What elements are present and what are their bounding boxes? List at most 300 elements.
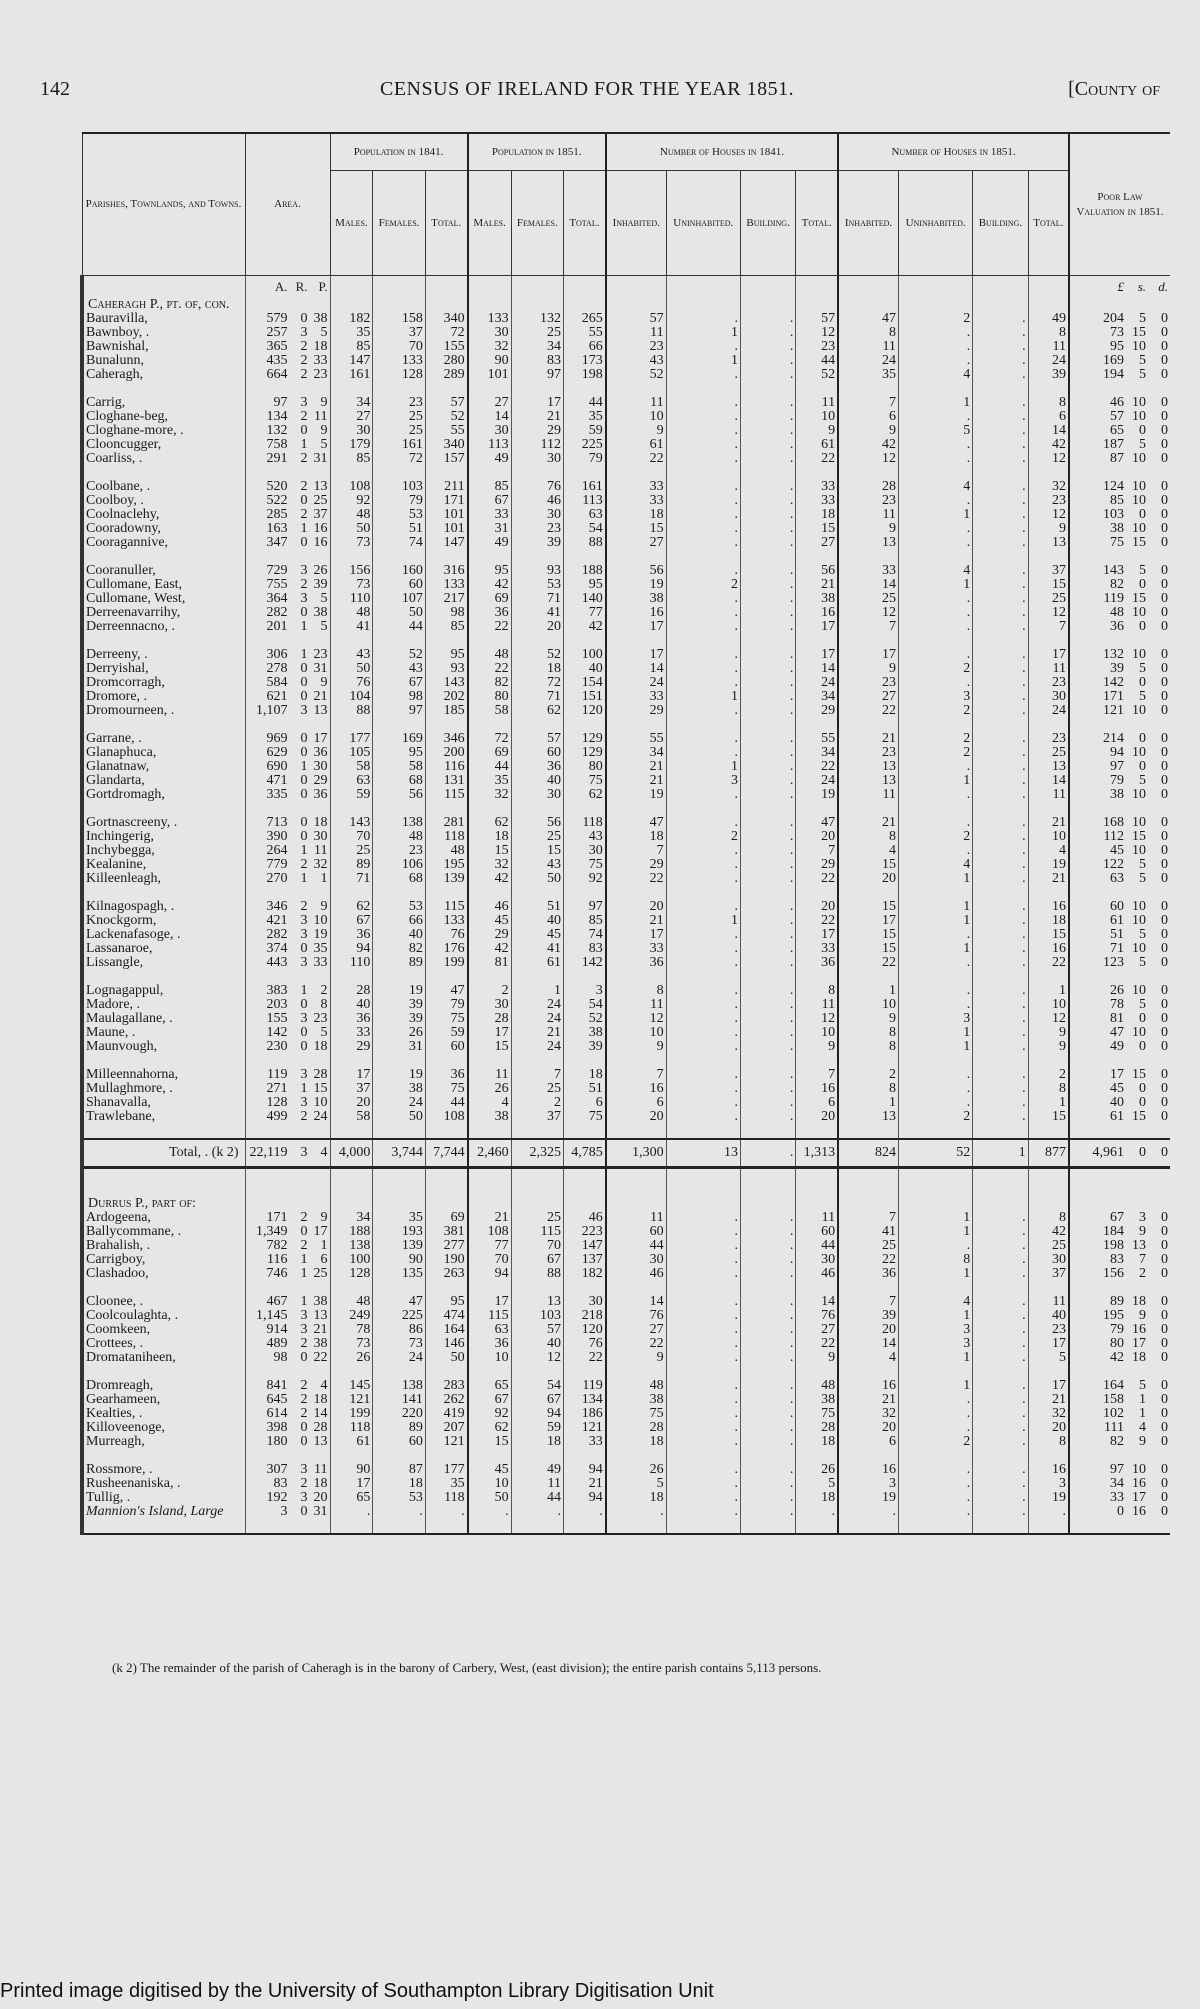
valuation-shillings: 0 <box>1139 1039 1146 1054</box>
uninhabited-1851: . <box>898 1239 972 1253</box>
uninhabited-1841: . <box>666 620 740 634</box>
valuation-pounds: 103 <box>1069 508 1126 522</box>
area-perches: 38 <box>313 1336 328 1351</box>
total-1851: 119 <box>564 1379 606 1393</box>
houses-total-1841: 9 <box>796 1351 838 1365</box>
inhabited-1841: 17 <box>606 620 666 634</box>
building-1841: . <box>740 788 795 802</box>
building-1851: . <box>973 844 1028 858</box>
blank-cell <box>666 466 740 480</box>
valuation-pounds: 124 <box>1069 480 1126 494</box>
blank-cell <box>1148 1054 1170 1068</box>
area-roods: 0 <box>300 1504 308 1519</box>
females-1841: 133 <box>373 354 425 368</box>
col-uninhabited-1841-cell <box>666 171 740 276</box>
females-1851: 15 <box>511 844 563 858</box>
females-1851: 57 <box>511 732 563 746</box>
valuation-pounds: 204 <box>1069 312 1126 326</box>
townland-name: Madore, . <box>82 998 245 1012</box>
blank-cell <box>245 1168 290 1184</box>
area-roods: 0 <box>300 1039 308 1054</box>
townland-name: Killeenleagh, <box>82 872 245 886</box>
blank-cell <box>838 1519 898 1534</box>
houses-total-1851: 49 <box>1028 312 1069 326</box>
blank-cell <box>796 1281 838 1295</box>
blank-cell <box>606 466 666 480</box>
blank-cell <box>290 298 310 312</box>
uninhabited-1851: 52 <box>898 1139 972 1168</box>
blank-cell <box>606 382 666 396</box>
area-perches: 21 <box>313 1322 328 1337</box>
females-1851: 57 <box>511 1323 563 1337</box>
houses-total-1841: 20 <box>796 900 838 914</box>
females-1841: 79 <box>373 494 425 508</box>
inhabited-1851: 13 <box>838 1110 898 1124</box>
blank-cell <box>468 718 511 732</box>
uninhabited-1851: 1 <box>898 1309 972 1323</box>
inhabited-1851: 35 <box>838 368 898 382</box>
table-row <box>82 564 1170 578</box>
inhabited-1841: 19 <box>606 788 666 802</box>
males-1851: 32 <box>468 788 511 802</box>
total-1851: 218 <box>564 1309 606 1323</box>
inhabited-1851: 8 <box>838 1026 898 1040</box>
females-1851: 59 <box>511 1421 563 1435</box>
inhabited-1851: 8 <box>838 830 898 844</box>
females-1851: 23 <box>511 522 563 536</box>
uninhabited-1851: 1 <box>898 872 972 886</box>
inhabited-1841: 11 <box>606 1211 666 1225</box>
uninhabited-1851: 4 <box>898 480 972 494</box>
inhabited-1851: 17 <box>838 648 898 662</box>
blank-cell <box>666 550 740 564</box>
area-perches: 1 <box>320 1238 328 1253</box>
area-acres: 383 <box>245 984 290 998</box>
area-perches: 5 <box>320 1025 328 1040</box>
blank-cell <box>666 1365 740 1379</box>
units-blank <box>740 276 795 299</box>
building-1841: . <box>740 956 795 970</box>
total-1851: 129 <box>564 746 606 760</box>
valuation-pence: 0 <box>1161 507 1168 522</box>
blank-cell <box>373 298 425 312</box>
blank-cell <box>330 298 373 312</box>
blank-cell <box>1069 1054 1126 1068</box>
total-1841: 131 <box>425 774 467 788</box>
area-acres: 499 <box>245 1110 290 1124</box>
spacer-row <box>82 550 1170 564</box>
blank-cell <box>666 1519 740 1534</box>
table-row <box>82 1211 1170 1225</box>
blank-cell <box>290 1281 310 1295</box>
valuation-shillings: 0 <box>1139 423 1146 438</box>
females-1841: 24 <box>373 1351 425 1365</box>
valuation-shillings: 10 <box>1132 409 1146 424</box>
units-blank <box>82 276 245 299</box>
houses-total-1841: 33 <box>796 942 838 956</box>
total-1841: 52 <box>425 410 467 424</box>
inhabited-1851: 824 <box>838 1139 898 1168</box>
blank-cell <box>1028 802 1069 816</box>
valuation-pounds: 65 <box>1069 424 1126 438</box>
females-1851: 45 <box>511 928 563 942</box>
houses-total-1851: 37 <box>1028 564 1069 578</box>
col-inhabited-1851: Inhabited. <box>844 216 893 229</box>
blank-cell <box>82 1054 245 1068</box>
area-roods: 2 <box>300 899 308 914</box>
uninhabited-1841: . <box>666 872 740 886</box>
males-1841: 62 <box>330 900 373 914</box>
females-1841: . <box>373 1505 425 1519</box>
blank-cell <box>245 1124 290 1139</box>
blank-cell <box>898 1168 972 1184</box>
col-inhabited-1841-cell <box>606 171 666 276</box>
townland-name: Dromreagh, <box>82 1379 245 1393</box>
townland-name: Cullomane, West, <box>82 592 245 606</box>
valuation-pounds: 80 <box>1069 1337 1126 1351</box>
blank-cell <box>1148 466 1170 480</box>
females-1851: 18 <box>511 662 563 676</box>
valuation-pounds: 95 <box>1069 340 1126 354</box>
blank-cell <box>468 886 511 900</box>
parish-heading-row <box>82 1197 1170 1211</box>
valuation-pence: 0 <box>1161 759 1168 774</box>
blank-cell <box>310 466 331 480</box>
blank-cell <box>740 802 795 816</box>
building-1841: . <box>740 1253 795 1267</box>
blank-cell <box>468 1168 511 1184</box>
females-1851: 41 <box>511 942 563 956</box>
building-1841: . <box>740 1096 795 1110</box>
area-acres: 180 <box>245 1435 290 1449</box>
blank-cell <box>898 1281 972 1295</box>
blank-cell <box>564 1124 606 1139</box>
blank-cell <box>973 886 1028 900</box>
blank-cell <box>310 970 331 984</box>
col-males-1841: Males. <box>330 171 373 276</box>
uninhabited-1851: . <box>898 606 972 620</box>
blank-cell <box>606 1519 666 1534</box>
houses-total-1851: 15 <box>1028 578 1069 592</box>
males-1841: 43 <box>330 648 373 662</box>
males-1841: 73 <box>330 1337 373 1351</box>
houses-total-1851: 11 <box>1028 1295 1069 1309</box>
total-1851: 75 <box>564 1110 606 1124</box>
area-perches: 10 <box>313 1095 328 1110</box>
houses-total-1851: 12 <box>1028 452 1069 466</box>
area-perches: 2 <box>320 983 328 998</box>
building-1851: . <box>973 928 1028 942</box>
males-1841: 177 <box>330 732 373 746</box>
uninhabited-1841: . <box>666 312 740 326</box>
building-1851: . <box>973 1295 1028 1309</box>
blank-cell <box>564 466 606 480</box>
area-perches: 18 <box>313 815 328 830</box>
blank-cell <box>1148 970 1170 984</box>
col-pop1841: Population in 1841. <box>330 133 468 171</box>
building-1841: . <box>740 746 795 760</box>
units-blank <box>1028 276 1069 299</box>
males-1851: 94 <box>468 1267 511 1281</box>
blank-cell <box>468 970 511 984</box>
area-roods: 2 <box>300 409 308 424</box>
area-acres: 132 <box>245 424 290 438</box>
building-1851: . <box>973 676 1028 690</box>
valuation-pence: 0 <box>1161 521 1168 536</box>
valuation-pence: 0 <box>1148 1139 1170 1168</box>
area-acres: 364 <box>245 592 290 606</box>
inhabited-1841: 29 <box>606 704 666 718</box>
col-uninhabited-1851-cell <box>898 171 972 276</box>
area-roods: 0 <box>300 745 308 760</box>
blank-cell <box>511 1054 563 1068</box>
females-1851: 13 <box>511 1295 563 1309</box>
area-roods: 1 <box>300 843 308 858</box>
building-1851: . <box>973 452 1028 466</box>
blank-cell <box>1028 970 1069 984</box>
males-1841: 110 <box>330 592 373 606</box>
townland-name: Clashadoo, <box>82 1267 245 1281</box>
uninhabited-1841: 1 <box>666 326 740 340</box>
blank-cell <box>468 634 511 648</box>
inhabited-1851: 20 <box>838 1323 898 1337</box>
blank-cell <box>666 1054 740 1068</box>
males-1841: 34 <box>330 1211 373 1225</box>
townland-name: Cooranuller, <box>82 564 245 578</box>
building-1851: . <box>973 480 1028 494</box>
houses-total-1841: 33 <box>796 480 838 494</box>
townland-name: Derryishal, <box>82 662 245 676</box>
uninhabited-1851: . <box>898 1477 972 1491</box>
valuation-pounds: 97 <box>1069 760 1126 774</box>
blank-cell <box>973 1449 1028 1463</box>
males-1851: 42 <box>468 578 511 592</box>
table-row <box>82 1393 1170 1407</box>
blank-cell <box>796 466 838 480</box>
col-uninhabited-1841: Uninhabited. <box>673 216 734 229</box>
building-1841: . <box>740 984 795 998</box>
valuation-pounds: 123 <box>1069 956 1126 970</box>
males-1841: 121 <box>330 1393 373 1407</box>
females-1851: 103 <box>511 1309 563 1323</box>
blank-cell <box>290 550 310 564</box>
area-perches: 9 <box>320 899 328 914</box>
table-row <box>82 648 1170 662</box>
building-1851: . <box>973 760 1028 774</box>
blank-cell <box>245 802 290 816</box>
blank-cell <box>898 298 972 312</box>
townland-name: Total, . (k 2) <box>82 1139 245 1168</box>
townland-name: Cloghane-beg, <box>82 410 245 424</box>
uninhabited-1851: 1 <box>898 1211 972 1225</box>
males-1841: 145 <box>330 1379 373 1393</box>
blank-cell <box>425 634 467 648</box>
blank-cell <box>373 1124 425 1139</box>
valuation-pence: 0 <box>1161 689 1168 704</box>
area-roods: 0 <box>300 1420 308 1435</box>
blank-cell <box>511 1183 563 1197</box>
blank-cell <box>468 1519 511 1534</box>
blank-cell <box>898 1183 972 1197</box>
uninhabited-1841: . <box>666 564 740 578</box>
townland-name: Inchybegga, <box>82 844 245 858</box>
males-1841: 17 <box>330 1068 373 1082</box>
females-1851: 40 <box>511 1337 563 1351</box>
area-acres: 230 <box>245 1040 290 1054</box>
blank-cell <box>1069 718 1126 732</box>
inhabited-1851: 11 <box>838 340 898 354</box>
valuation-pence: 0 <box>1161 1025 1168 1040</box>
blank-cell <box>606 970 666 984</box>
area-roods: 0 <box>300 787 308 802</box>
females-1841: 39 <box>373 1012 425 1026</box>
area-acres: 271 <box>245 1082 290 1096</box>
uninhabited-1841: 1 <box>666 914 740 928</box>
uninhabited-1851: 5 <box>898 424 972 438</box>
table-row <box>82 1435 1170 1449</box>
blank-cell <box>1028 634 1069 648</box>
area-roods: 0 <box>300 1350 308 1365</box>
houses-total-1851: 11 <box>1028 788 1069 802</box>
blank-cell <box>666 1449 740 1463</box>
females-1841: 141 <box>373 1393 425 1407</box>
males-1841: 61 <box>330 1435 373 1449</box>
table-row <box>82 872 1170 886</box>
townland-name: Killoveenoge, <box>82 1421 245 1435</box>
valuation-pence: 0 <box>1161 339 1168 354</box>
houses-total-1841: 22 <box>796 1337 838 1351</box>
houses-total-1841: 44 <box>796 1239 838 1253</box>
inhabited-1851: 9 <box>838 662 898 676</box>
col-inhabited-1841: Inhabited. <box>612 216 660 229</box>
area-roods: 2 <box>300 1109 308 1124</box>
area-roods: 2 <box>300 1406 308 1421</box>
blank-cell <box>1028 1197 1069 1211</box>
col-parishes: Parishes, Townlands, and Towns. <box>82 133 245 276</box>
table-row <box>82 1096 1170 1110</box>
area-roods: 2 <box>300 1476 308 1491</box>
area-perches: 5 <box>320 325 328 340</box>
area-perches: 11 <box>314 1462 328 1477</box>
valuation-shillings: 10 <box>1132 647 1146 662</box>
blank-cell <box>290 382 310 396</box>
blank-cell <box>82 382 245 396</box>
houses-total-1841: 44 <box>796 354 838 368</box>
valuation-shillings: 10 <box>1132 479 1146 494</box>
valuation-pounds: 49 <box>1069 1040 1126 1054</box>
blank-cell <box>468 466 511 480</box>
building-1841: . <box>740 676 795 690</box>
valuation-pounds: 82 <box>1069 1435 1126 1449</box>
valuation-pounds: 78 <box>1069 998 1126 1012</box>
valuation-pounds: 81 <box>1069 1012 1126 1026</box>
valuation-pounds: 47 <box>1069 1026 1126 1040</box>
blank-cell <box>245 1519 290 1534</box>
females-1851: 51 <box>511 900 563 914</box>
total-1851: 265 <box>564 312 606 326</box>
females-1841: 225 <box>373 1309 425 1323</box>
uninhabited-1841: . <box>666 704 740 718</box>
males-1841: 17 <box>330 1477 373 1491</box>
blank-cell <box>898 1124 972 1139</box>
area-acres: 621 <box>245 690 290 704</box>
houses-total-1841: 56 <box>796 564 838 578</box>
inhabited-1851: 27 <box>838 690 898 704</box>
total-1841: 185 <box>425 704 467 718</box>
area-acres: 347 <box>245 536 290 550</box>
inhabited-1841: 46 <box>606 1267 666 1281</box>
uninhabited-1851: 1 <box>898 578 972 592</box>
blank-cell <box>1126 718 1148 732</box>
valuation-pence: 0 <box>1161 1476 1168 1491</box>
inhabited-1841: 38 <box>606 592 666 606</box>
valuation-pence: 0 <box>1161 1392 1168 1407</box>
blank-cell <box>740 1449 795 1463</box>
area-acres: 119 <box>245 1068 290 1082</box>
uninhabited-1841: . <box>666 1491 740 1505</box>
blank-cell <box>666 1183 740 1197</box>
table-row <box>82 704 1170 718</box>
inhabited-1841: 34 <box>606 746 666 760</box>
total-1851: 118 <box>564 816 606 830</box>
blank-cell <box>564 1054 606 1068</box>
females-1841: 19 <box>373 1068 425 1082</box>
area-perches: 36 <box>313 787 328 802</box>
total-1841: 69 <box>425 1211 467 1225</box>
building-1841: . <box>740 1421 795 1435</box>
area-acres: 3 <box>245 1505 290 1519</box>
uninhabited-1851: 2 <box>898 662 972 676</box>
uninhabited-1851: . <box>898 816 972 830</box>
area-perches: 14 <box>313 1406 328 1421</box>
inhabited-1841: 33 <box>606 690 666 704</box>
uninhabited-1841: . <box>666 1267 740 1281</box>
uninhabited-1841: . <box>666 606 740 620</box>
males-1841: 58 <box>330 1110 373 1124</box>
valuation-pounds: 39 <box>1069 662 1126 676</box>
blank-cell <box>330 802 373 816</box>
uninhabited-1841: . <box>666 928 740 942</box>
spacer-row <box>82 1281 1170 1295</box>
blank-cell <box>511 1449 563 1463</box>
blank-cell <box>310 1365 331 1379</box>
total-1841: 190 <box>425 1253 467 1267</box>
area-perches: 16 <box>313 521 328 536</box>
blank-cell <box>425 718 467 732</box>
building-1841: . <box>740 368 795 382</box>
valuation-shillings: 5 <box>1139 689 1146 704</box>
valuation-shillings: 16 <box>1132 1322 1146 1337</box>
blank-cell <box>1069 466 1126 480</box>
blank-cell <box>838 802 898 816</box>
houses-total-1851: 3 <box>1028 1477 1069 1491</box>
uninhabited-1851: 1 <box>898 900 972 914</box>
houses-total-1851: 16 <box>1028 1463 1069 1477</box>
houses-total-1851: 6 <box>1028 410 1069 424</box>
blank-cell <box>330 550 373 564</box>
townland-name: Glanaphuca, <box>82 746 245 760</box>
inhabited-1851: 7 <box>838 1295 898 1309</box>
inhabited-1841: 56 <box>606 564 666 578</box>
uninhabited-1841: . <box>666 1351 740 1365</box>
units-blank <box>838 276 898 299</box>
females-1851: 30 <box>511 788 563 802</box>
total-1841: 121 <box>425 1435 467 1449</box>
blank-cell <box>564 1519 606 1534</box>
males-1841: 182 <box>330 312 373 326</box>
area-roods: 2 <box>300 507 308 522</box>
units-blank <box>468 276 511 299</box>
